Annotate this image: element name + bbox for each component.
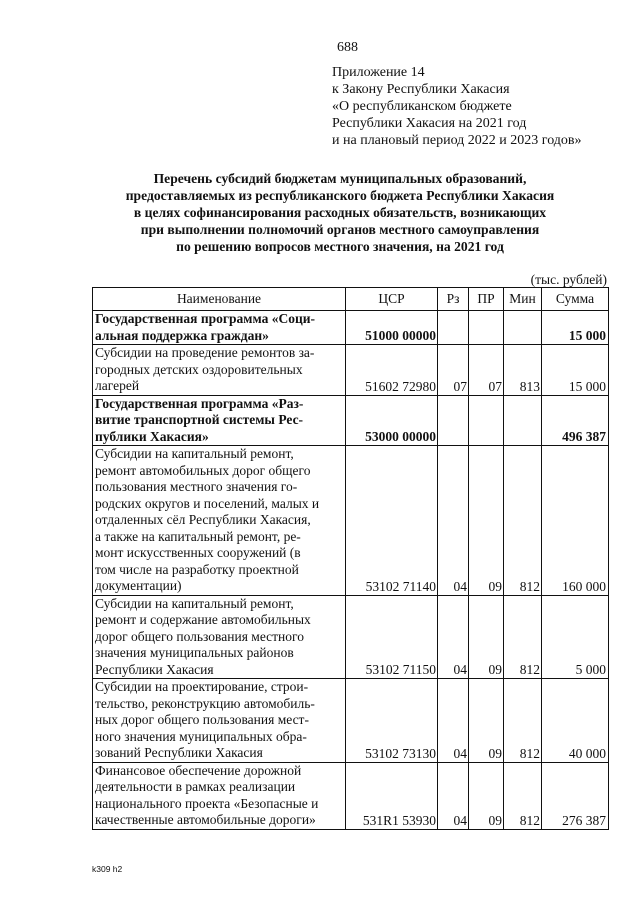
title-line: при выполнении полномочий органов местного самоуправления xyxy=(140,222,540,237)
row-pr xyxy=(469,311,504,345)
row-rz: 04 xyxy=(438,446,469,596)
row-csr: 53102 73130 xyxy=(346,679,438,763)
row-min: 812 xyxy=(504,679,542,763)
header-sum: Сумма xyxy=(542,288,609,311)
row-min: 813 xyxy=(504,345,542,396)
row-min: 812 xyxy=(504,595,542,679)
row-name: Субсидии на капитальный ремонт, ремонт автомобильных дорог общего пользования местного значения го- родских округов и поселений, малых и отдаленных сёл Республики Хакасия, а также на капитальный ремонт, ре- монт искусственных сооружений (в том числе на разработку проектной документации) xyxy=(93,446,346,596)
appendix-line: Республики Хакасия на 2021 год xyxy=(332,116,527,131)
footer-code: k309 h2 xyxy=(92,864,123,874)
appendix-line: к Закону Республики Хакасия xyxy=(332,82,510,97)
row-csr: 53000 00000 xyxy=(346,395,438,446)
row-rz: 04 xyxy=(438,595,469,679)
table-row xyxy=(93,595,609,679)
subsidy-table xyxy=(92,287,609,830)
header-min: Мин xyxy=(504,288,542,311)
table-header-row xyxy=(93,288,609,311)
table-row xyxy=(93,762,609,829)
row-pr xyxy=(469,395,504,446)
table-row xyxy=(93,395,609,446)
row-name: Субсидии на проектирование, строи- тельство, реконструкцию автомобиль- ных дорог общего пользования мест- ного значения муниципальных обра- зований Республики Хакасия xyxy=(93,679,346,763)
row-name: Субсидии на проведение ремонтов за- городных детских оздоровительных лагерей xyxy=(93,345,346,396)
appendix-line: Приложение 14 xyxy=(332,65,425,80)
row-name: Государственная программа «Соци- альная поддержка граждан» xyxy=(93,311,346,345)
table-row xyxy=(93,446,609,596)
row-name: Финансовое обеспечение дорожной деятельности в рамках реализации национального проекта «Безопасные и качественные автомобильные дороги» xyxy=(93,762,346,829)
row-sum: 15 000 xyxy=(542,311,609,345)
row-pr: 07 xyxy=(469,345,504,396)
row-name: Субсидии на капитальный ремонт, ремонт и содержание автомобильных дорог общего пользования местного значения муниципальных районов Республики Хакасия xyxy=(93,595,346,679)
row-pr: 09 xyxy=(469,762,504,829)
row-pr: 09 xyxy=(469,679,504,763)
row-sum: 15 000 xyxy=(542,345,609,396)
row-min xyxy=(504,395,542,446)
row-sum: 40 000 xyxy=(542,679,609,763)
appendix-line: и на плановый период 2022 и 2023 годов» xyxy=(332,133,582,148)
appendix-heading xyxy=(332,64,582,149)
row-csr: 531R1 53930 xyxy=(346,762,438,829)
title-line: в целях софинансирования расходных обязательств, возникающих xyxy=(133,205,547,220)
row-name: Государственная программа «Раз- витие транспортной системы Рес- публики Хакасия» xyxy=(93,395,346,446)
row-rz: 07 xyxy=(438,345,469,396)
table-row xyxy=(93,311,609,345)
table-row xyxy=(93,345,609,396)
title-line: по решению вопросов местного значения, на 2021 год xyxy=(176,239,504,254)
row-rz xyxy=(438,311,469,345)
row-sum: 160 000 xyxy=(542,446,609,596)
header-rz: Рз xyxy=(438,288,469,311)
row-pr: 09 xyxy=(469,446,504,596)
row-min: 812 xyxy=(504,446,542,596)
row-csr: 51602 72980 xyxy=(346,345,438,396)
row-sum: 5 000 xyxy=(542,595,609,679)
appendix-line: «О республиканском бюджете xyxy=(332,99,512,114)
row-min xyxy=(504,311,542,345)
row-csr: 53102 71150 xyxy=(346,595,438,679)
row-csr: 51000 00000 xyxy=(346,311,438,345)
row-pr: 09 xyxy=(469,595,504,679)
row-rz: 04 xyxy=(438,762,469,829)
title-line: предоставляемых из республиканского бюджета Республики Хакасия xyxy=(125,188,555,203)
row-min: 812 xyxy=(504,762,542,829)
row-rz: 04 xyxy=(438,679,469,763)
header-name: Наименование xyxy=(93,288,346,311)
document-title xyxy=(60,170,620,255)
table-row xyxy=(93,679,609,763)
header-csr: ЦСР xyxy=(346,288,438,311)
row-rz xyxy=(438,395,469,446)
page-number: 688 xyxy=(337,40,358,55)
row-csr: 53102 71140 xyxy=(346,446,438,596)
row-sum: 276 387 xyxy=(542,762,609,829)
units-label: (тыс. рублей) xyxy=(530,272,607,287)
title-line: Перечень субсидий бюджетам муниципальных образований, xyxy=(153,171,527,186)
header-pr: ПР xyxy=(469,288,504,311)
row-sum: 496 387 xyxy=(542,395,609,446)
